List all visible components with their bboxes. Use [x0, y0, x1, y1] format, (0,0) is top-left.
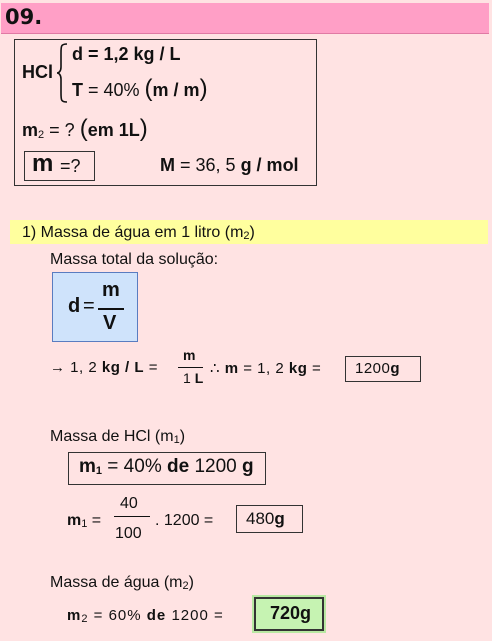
fraction-line — [114, 516, 150, 517]
question-header — [1, 3, 489, 34]
m2-calc: m2 = 60% de 1200 = — [67, 607, 224, 625]
unknown-m-label: m — [32, 150, 54, 177]
total-mass-label: Massa total da solução: — [50, 251, 219, 268]
unknown-m-eq: =? — [60, 156, 81, 176]
density-formula-box — [52, 272, 138, 342]
density-row: d = 1,2 kg / L — [72, 44, 181, 64]
m1-denominator: 100 — [115, 525, 142, 542]
step-title: 1) Massa de água em 1 litro (m2) — [22, 224, 255, 242]
fraction-line — [178, 367, 203, 368]
m1-calc-left: m1 = — [67, 512, 102, 530]
molar-mass: M = 36, 5 g / mol — [160, 155, 299, 175]
fraction-line — [98, 308, 124, 310]
calc-numerator: m — [183, 347, 196, 363]
hcl-mass-label: Massa de HCl (m1) — [50, 428, 186, 446]
m1-calc-rest: . 1200 = — [155, 512, 214, 529]
hcl-mass-result: 480g — [246, 509, 285, 528]
formula-d: d — [68, 295, 81, 317]
m2-row: m2 = ? (em 1L) — [22, 115, 148, 142]
water-mass-result: 720g — [270, 603, 312, 623]
title-row: T = 40% (m / m) — [72, 75, 208, 102]
calc-rest: ∴ m = 1, 2 kg = — [210, 360, 322, 377]
total-mass-result: 1200g — [355, 360, 401, 377]
m1-equation: m1 = 40% de 1200 g — [79, 456, 254, 477]
formula-eq: = — [83, 295, 95, 317]
calc-denominator: 1 L — [183, 370, 204, 386]
formula-v: V — [103, 312, 117, 334]
question-number: 09. — [5, 5, 43, 29]
substance-label: HCl — [22, 62, 53, 82]
formula-m: m — [102, 279, 120, 301]
left-brace-icon — [56, 43, 68, 103]
water-mass-label: Massa de água (m2) — [50, 574, 194, 592]
density-calc-prefix: → 1, 2 kg / L = — [50, 359, 158, 376]
m1-numerator: 40 — [120, 495, 138, 512]
